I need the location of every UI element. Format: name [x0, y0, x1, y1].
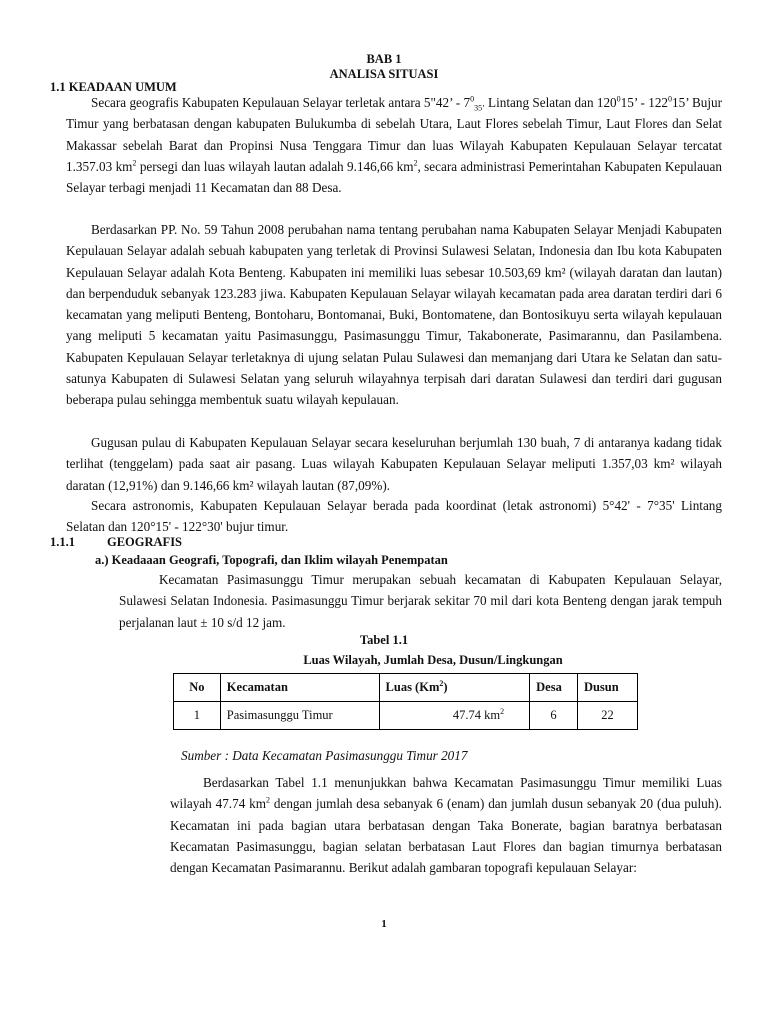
chapter-number: BAB 1 [366, 52, 402, 66]
section-heading-geografis: GEOGRAFIS [107, 535, 183, 549]
cell-kecamatan: Pasimasunggu Timur [220, 702, 379, 730]
cell-desa: 6 [530, 702, 578, 730]
luas-wilayah-table [173, 673, 638, 730]
header-luas: Luas (Km$^2$) [379, 674, 530, 702]
cell-dusun: 22 [577, 702, 637, 730]
paragraph-tabel-analysis: Berdasarkan Tabel 1.1 menunjukkan bahwa Kecamatan Pasimasunggu Timur memiliki Luas wilayah 47.74 $km^2$ dengan jumlah desa sebanyak 6 (enam) dan jumlah dusun sebanyak 20 (dua puluh). Kecamatan ini pada bagian utara berbatasan dengan Taka Bonerate, bagian baratnya berbatasan Kecamatan Pasimasunggu, bagian selatan berbatasan Laut Flores dan bagian timurnya berbatasan dengan Kecamatan Pasimarannu. Berikut adalah gambaran topografi kepulauan Selayar: [170, 775, 722, 876]
table-title: Luas Wilayah, Jumlah Desa, Dusun/Lingkungan [303, 653, 563, 667]
section-heading-keadaan-umum: 1.1 KEADAAN UMUM [50, 80, 177, 94]
cell-luas: 47.74 $km^2$ [379, 702, 530, 730]
table-header-row [174, 674, 638, 702]
header-no: No [174, 674, 221, 702]
paragraph-gugusan-pulau: Gugusan pulau di Kabupaten Kepulauan Selayar secara keseluruhan berjumlah 130 buah, 7 di antaranya kadang tidak terlihat (tenggelam) pada saat air pasang. Luas wilayah Kabupaten Kepulauan Selayar meliputi 1.357,03 km² wilayah daratan (12,91%) dan 9.146,66 km² wilayah lautan (87,09%). [66, 435, 722, 493]
chapter-title: ANALISA SITUASI [329, 67, 439, 81]
paragraph-pasimasunggu-timur: Kecamatan Pasimasunggu Timur merupakan sebuah kecamatan di Kabupaten Kepulauan Selayar, Sulawesi Selatan Indonesia. Pasimasunggu Timur berjarak sekitar 70 mil dari kota Benteng dengan jarak tempuh perjalanan laut ± 10 s/d 12 jam. [119, 572, 722, 630]
header-kecamatan: Kecamatan [220, 674, 379, 702]
section-number-1-1-1: 1.1.1 [50, 535, 75, 549]
subsection-heading-a: a.) Keadaaan Geografi, Topografi, dan Iklim wilayah Penempatan [95, 553, 448, 567]
paragraph-geografis: Secara geografis Kabupaten Kepulauan Selayar terletak antara 5"42’ - $7^0_{35’}$ Lintang Selatan dan $120^015$’ - $122^015$’ Bujur Timur yang berbatasan dengan kabupaten Bulukumba di sebelah Utara, Laut Flores sebelah Timur, Laut Flores dan Selat Makassar sebelah Barat dan Propinsi Nusa Tenggara Timur dan luas Wilayah Kabupaten Kepulauan Selayar tercatat 1.357.03 $km^2$ persegi dan luas wilayah lautan adalah 9.146,66 $km^2$, secara administrasi Pemerintahan Kabupaten Kepulauan Selayar terbagi menjadi 11 Kecamatan dan 88 Desa. [66, 94, 722, 196]
paragraph-pp59: Berdasarkan PP. No. 59 Tahun 2008 perubahan nama tentang perubahan nama Kabupaten Selayar Menjadi Kabupaten Kepulauan Selayar adalah sebuah kabupaten yang terletak di Provinsi Sulawesi Selatan, Indonesia dan Ibu kota Kabupaten Kepulauan Selayar adalah Kota Benteng. Kabupaten ini memiliki luas sebesar 10.503,69 km² (wilayah daratan dan lautan) dan berpenduduk sebanyak 123.283 jiwa. Kabupaten Kepulauan Selayar wilayah kecamatan pada area daratan terdiri dari 6 kecamatan yang meliputi Benteng, Bontoharu, Bontomanai, Buki, Bontomatene, dan Bontosikuyu serta wilayah kepulauan yang meliputi 5 kecamatan yaitu Pasimasunggu, Pasimasunggu Timur, Takabonerate, Pasimarannu, dan Pasilambena. Kabupaten Kepulauan Selayar terletaknya di ujung selatan Pulau Sulawesi dan memanjang dari Utara ke Selatan dan satu-satunya Kabupaten di Sulawesi Selatan yang seluruh wilayahnya terpisah dari daratan Sulawesi dan terdiri dari gugusan beberapa pulau sehingga membentuk suatu wilayah kepulauan. [66, 222, 722, 408]
header-dusun: Dusun [577, 674, 637, 702]
header-desa: Desa [530, 674, 578, 702]
table-source: Sumber : Data Kecamatan Pasimasunggu Timur 2017 [181, 748, 468, 763]
paragraph-astronomis: Secara astronomis, Kabupaten Kepulauan Selayar berada pada koordinat (letak astronomi) 5°42' - 7°35' Lintang Selatan dan 120°15' - 122°30' bujur timur. [66, 498, 722, 535]
table-caption: Tabel 1.1 [359, 633, 409, 647]
page-number: 1 [381, 918, 387, 930]
table-row [174, 702, 638, 730]
cell-no: 1 [174, 702, 221, 730]
